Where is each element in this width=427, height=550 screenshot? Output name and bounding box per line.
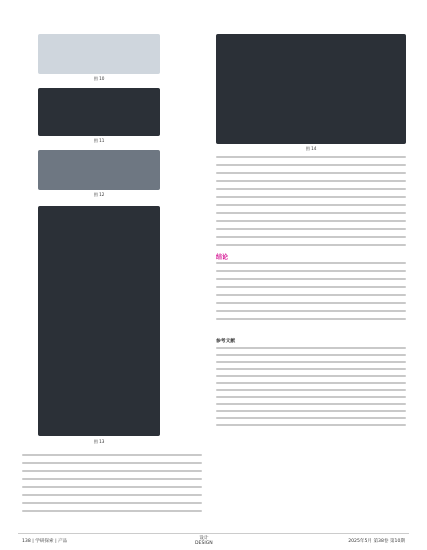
reference-line — [216, 389, 406, 391]
right-text-line — [216, 196, 406, 198]
right-text-line — [216, 286, 406, 288]
figure-11-image — [38, 88, 160, 136]
right-text-line — [216, 262, 406, 264]
right-text-line — [216, 270, 406, 272]
figure-12-image — [38, 150, 160, 190]
figure-13-image — [38, 206, 160, 436]
figure-13-caption: 图 13 — [93, 439, 105, 444]
right-text-line — [216, 172, 406, 174]
reference-line — [216, 396, 406, 398]
footer-divider — [18, 533, 409, 534]
left-text-line — [22, 494, 202, 496]
footer-left: 138 | 学研探索 | 产品 — [22, 539, 68, 544]
reference-line — [216, 417, 406, 419]
reference-line — [216, 375, 406, 377]
reference-line — [216, 424, 406, 426]
footer-center: 设计 DESIGN — [195, 536, 213, 546]
right-text-line — [216, 278, 406, 280]
figure-14-caption: 图 14 — [305, 146, 317, 151]
left-text-line — [22, 462, 202, 464]
right-text-line — [216, 212, 406, 214]
right-text-line — [216, 302, 406, 304]
conclusion-heading: 结论 — [216, 254, 229, 261]
right-text-line — [216, 156, 406, 158]
figure-12-caption: 图 12 — [93, 192, 105, 197]
right-text-line — [216, 294, 406, 296]
right-text-line — [216, 228, 406, 230]
left-text-line — [22, 486, 202, 488]
reference-line — [216, 368, 406, 370]
left-text-line — [22, 502, 202, 504]
reference-line — [216, 410, 406, 412]
figure-14-image — [216, 34, 406, 144]
left-text-line — [22, 478, 202, 480]
right-text-line — [216, 164, 406, 166]
reference-line — [216, 361, 406, 363]
reference-line — [216, 354, 406, 356]
figure-10-caption: 图 10 — [93, 76, 105, 81]
left-text-line — [22, 470, 202, 472]
right-text-line — [216, 188, 406, 190]
right-text-line — [216, 180, 406, 182]
right-text-line — [216, 318, 406, 320]
reference-line — [216, 382, 406, 384]
left-text-line — [22, 510, 202, 512]
reference-line — [216, 347, 406, 349]
right-text-line — [216, 244, 406, 246]
figure-11-caption: 图 11 — [93, 138, 105, 143]
references-heading: 参考文献 — [216, 339, 236, 344]
right-text-line — [216, 236, 406, 238]
right-text-line — [216, 220, 406, 222]
footer-right: 2025年5月 第38卷 第10期 — [348, 539, 405, 544]
right-text-line — [216, 310, 406, 312]
left-text-line — [22, 454, 202, 456]
reference-line — [216, 403, 406, 405]
figure-10-image — [38, 34, 160, 74]
right-text-line — [216, 204, 406, 206]
